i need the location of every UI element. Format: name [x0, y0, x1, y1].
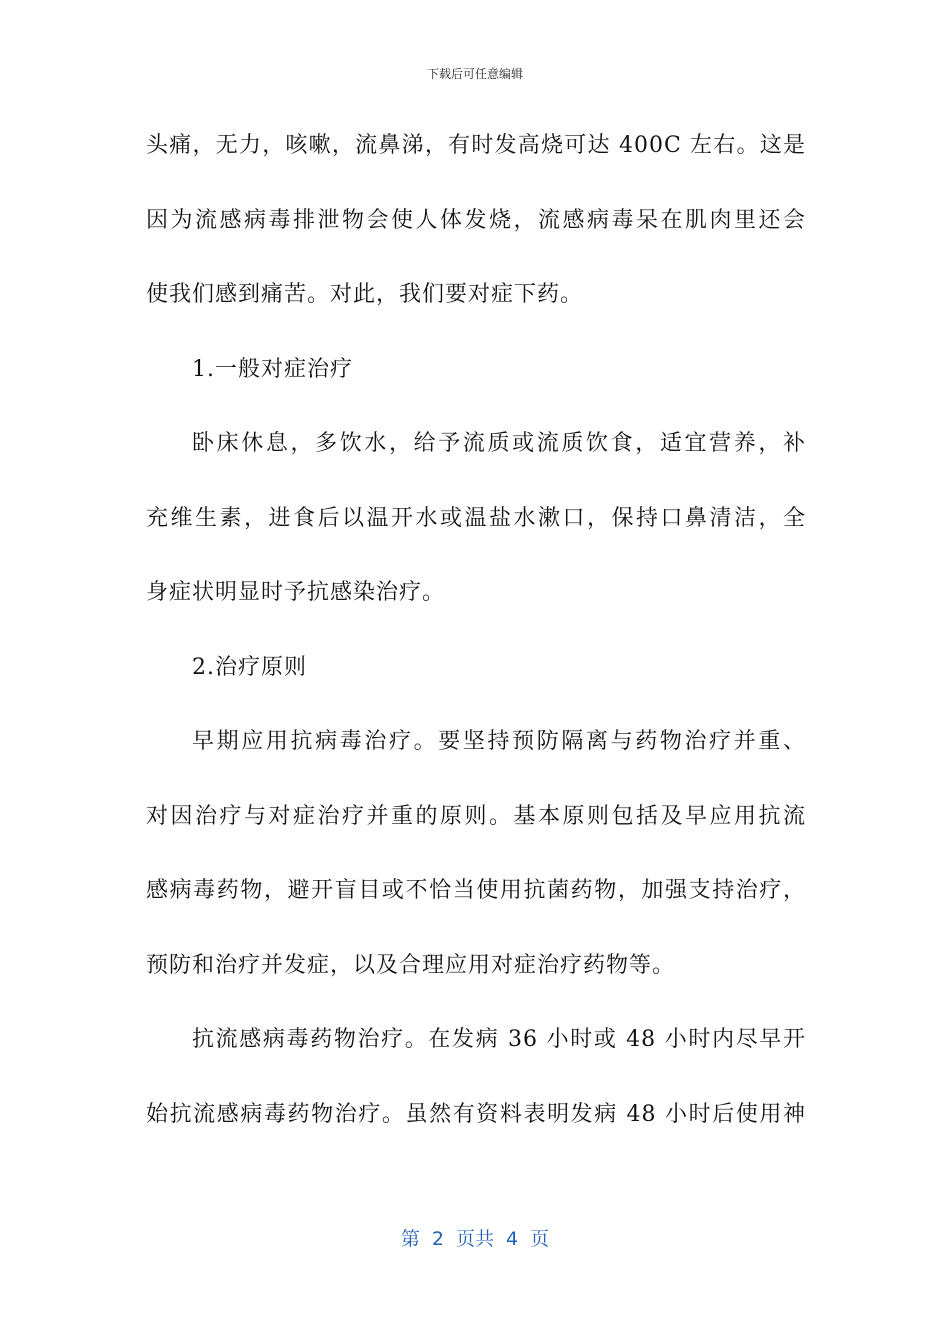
paragraph-line: 对因治疗与对症治疗并重的原则。基本原则包括及早应用抗流 — [146, 803, 806, 829]
page-header: 下载后可任意编辑 — [426, 67, 523, 81]
paragraph-line: 卧床休息，多饮水，给予流质或流质饮食，适宜营养，补 — [192, 431, 806, 456]
paragraph-line: 抗流感病毒药物治疗。在发病 36 小时或 48 小时内尽早开 — [192, 1027, 806, 1052]
document-body — [146, 120, 806, 1163]
page-number-footer: 第 2 页共 4 页 — [400, 1228, 550, 1250]
paragraph-line: 早期应用抗病毒治疗。要坚持预防隔离与药物治疗并重、 — [192, 729, 806, 754]
paragraph-line: 感病毒药物，避开盲目或不恰当使用抗菌药物，加强支持治疗， — [146, 878, 806, 903]
paragraph-line: 身症状明显时予抗感染治疗。 — [146, 580, 446, 605]
paragraph-line: 使我们感到痛苦。对此，我们要对症下药。 — [146, 282, 584, 307]
section-heading: 1.一般对症治疗 — [192, 356, 353, 382]
paragraph-line: 始抗流感病毒药物治疗。虽然有资料表明发病 48 小时后使用神 — [146, 1101, 806, 1127]
paragraph-line: 因为流感病毒排泄物会使人体发烧，流感病毒呆在肌肉里还会 — [146, 207, 806, 233]
paragraph-line: 充维生素，进食后以温开水或温盐水漱口，保持口鼻清洁，全 — [146, 505, 806, 531]
paragraph-line: 预防和治疗并发症，以及合理应用对症治疗药物等。 — [146, 952, 676, 978]
paragraph-line: 头痛，无力，咳嗽，流鼻涕，有时发高烧可达 400C 左右。这是 — [146, 133, 806, 158]
section-heading: 2.治疗原则 — [192, 654, 307, 680]
